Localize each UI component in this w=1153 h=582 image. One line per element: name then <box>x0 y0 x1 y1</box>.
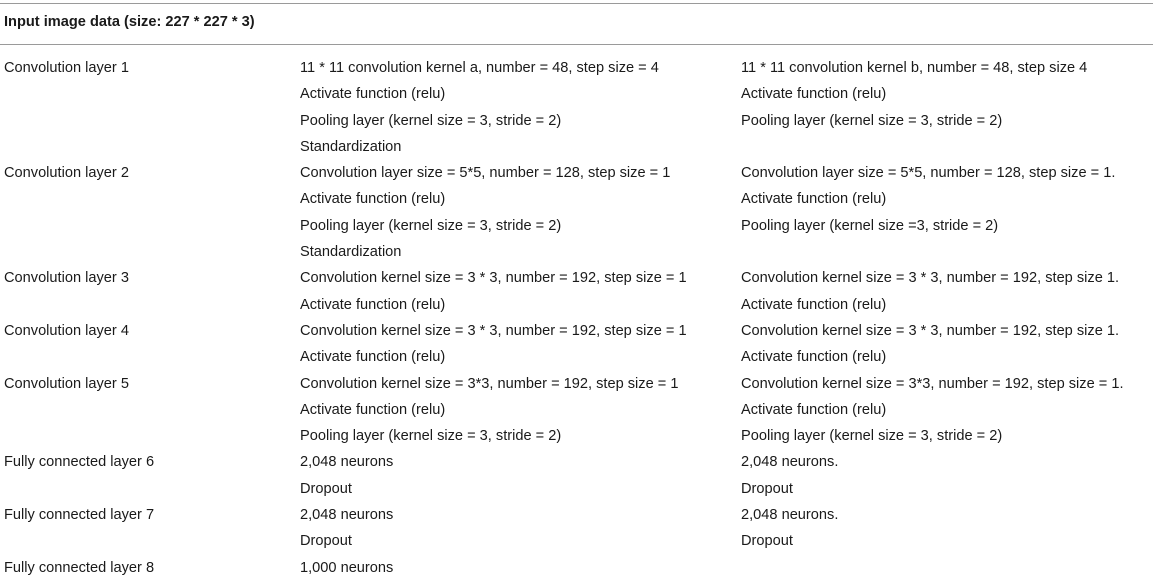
group-a-cell: Activate function (relu) <box>300 349 446 366</box>
group-a-cell: Standardization <box>300 138 402 155</box>
group-b-cell: Activate function (relu) <box>741 191 887 208</box>
table-row <box>0 555 1153 581</box>
table-header-rule <box>0 44 1153 45</box>
table-header: Input image data (size: 227 * 227 * 3) <box>4 14 255 30</box>
table-row <box>0 318 1153 344</box>
table-row <box>0 449 1153 475</box>
table-row <box>0 397 1153 423</box>
layer-name-cell: Convolution layer 2 <box>4 165 129 182</box>
table-row <box>0 213 1153 239</box>
table-row <box>0 423 1153 449</box>
layer-name-cell: Convolution layer 1 <box>4 60 129 76</box>
table-row <box>0 186 1153 212</box>
table-row <box>0 476 1153 502</box>
group-a-cell: Dropout <box>300 480 352 497</box>
group-b-cell: Activate function (relu) <box>741 296 887 313</box>
table-row <box>0 528 1153 554</box>
group-b-cell: Pooling layer (kernel size =3, stride = 2) <box>741 217 999 234</box>
group-b-cell: Dropout <box>741 533 793 550</box>
table-row <box>0 55 1153 81</box>
group-a-cell: Convolution kernel size = 3*3, number = 192, step size = 1 <box>300 375 679 392</box>
layer-name-cell: Fully connected layer 8 <box>4 559 155 576</box>
table-row <box>0 239 1153 265</box>
layer-name-cell: Fully connected layer 7 <box>4 507 155 524</box>
group-a-cell: Convolution layer size = 5*5, number = 128, step size = 1 <box>300 165 671 182</box>
table-row <box>0 344 1153 370</box>
group-a-cell: Activate function (relu) <box>300 401 446 418</box>
group-b-cell: Convolution layer size = 5*5, number = 128, step size = 1. <box>741 165 1116 182</box>
group-b-cell: Convolution kernel size = 3 * 3, number = 192, step size 1. <box>741 270 1120 287</box>
table-row <box>0 371 1153 397</box>
table-row <box>0 134 1153 160</box>
group-b-cell: Activate function (relu) <box>741 349 887 366</box>
group-a-cell: Activate function (relu) <box>300 296 446 313</box>
group-a-cell: 1,000 neurons <box>300 559 394 576</box>
group-a-cell: Convolution kernel size = 3 * 3, number = 192, step size = 1 <box>300 270 687 287</box>
group-b-cell: Pooling layer (kernel size = 3, stride = 2) <box>741 428 1003 445</box>
group-a-cell: 2,048 neurons <box>300 454 394 471</box>
group-a-cell: 2,048 neurons <box>300 507 394 524</box>
group-b-cell: Convolution kernel size = 3 * 3, number = 192, step size 1. <box>741 322 1120 339</box>
group-a-cell: 11 * 11 convolution kernel a, number = 48, step size = 4 <box>300 60 659 76</box>
group-b-cell: 11 * 11 convolution kernel b, number = 48, step size 4 <box>741 60 1088 76</box>
table-top-rule <box>0 3 1153 4</box>
group-a-cell: Activate function (relu) <box>300 191 446 208</box>
group-a-cell: Pooling layer (kernel size = 3, stride = 2) <box>300 428 562 445</box>
table-row <box>0 160 1153 186</box>
table-body <box>0 55 1153 581</box>
group-a-cell: Convolution kernel size = 3 * 3, number = 192, step size = 1 <box>300 322 687 339</box>
layer-name-cell: Convolution layer 3 <box>4 270 129 287</box>
group-b-cell: Activate function (relu) <box>741 401 887 418</box>
group-a-cell: Pooling layer (kernel size = 3, stride = 2) <box>300 112 562 129</box>
table-row <box>0 502 1153 528</box>
layer-name-cell: Convolution layer 4 <box>4 322 129 339</box>
group-a-cell: Standardization <box>300 244 402 261</box>
table-row <box>0 265 1153 291</box>
table-row <box>0 292 1153 318</box>
group-a-cell: Dropout <box>300 533 352 550</box>
group-a-cell: Pooling layer (kernel size = 3, stride = 2) <box>300 217 562 234</box>
group-a-cell: Activate function (relu) <box>300 86 446 103</box>
group-b-cell: Convolution kernel size = 3*3, number = 192, step size = 1. <box>741 375 1124 392</box>
table-row <box>0 108 1153 134</box>
table-row <box>0 81 1153 107</box>
group-b-cell: 2,048 neurons. <box>741 454 839 471</box>
group-b-cell: Dropout <box>741 480 793 497</box>
layer-name-cell: Convolution layer 5 <box>4 375 129 392</box>
group-b-cell: Pooling layer (kernel size = 3, stride = 2) <box>741 112 1003 129</box>
group-b-cell: 2,048 neurons. <box>741 507 839 524</box>
group-b-cell: Activate function (relu) <box>741 86 887 103</box>
layer-name-cell: Fully connected layer 6 <box>4 454 155 471</box>
